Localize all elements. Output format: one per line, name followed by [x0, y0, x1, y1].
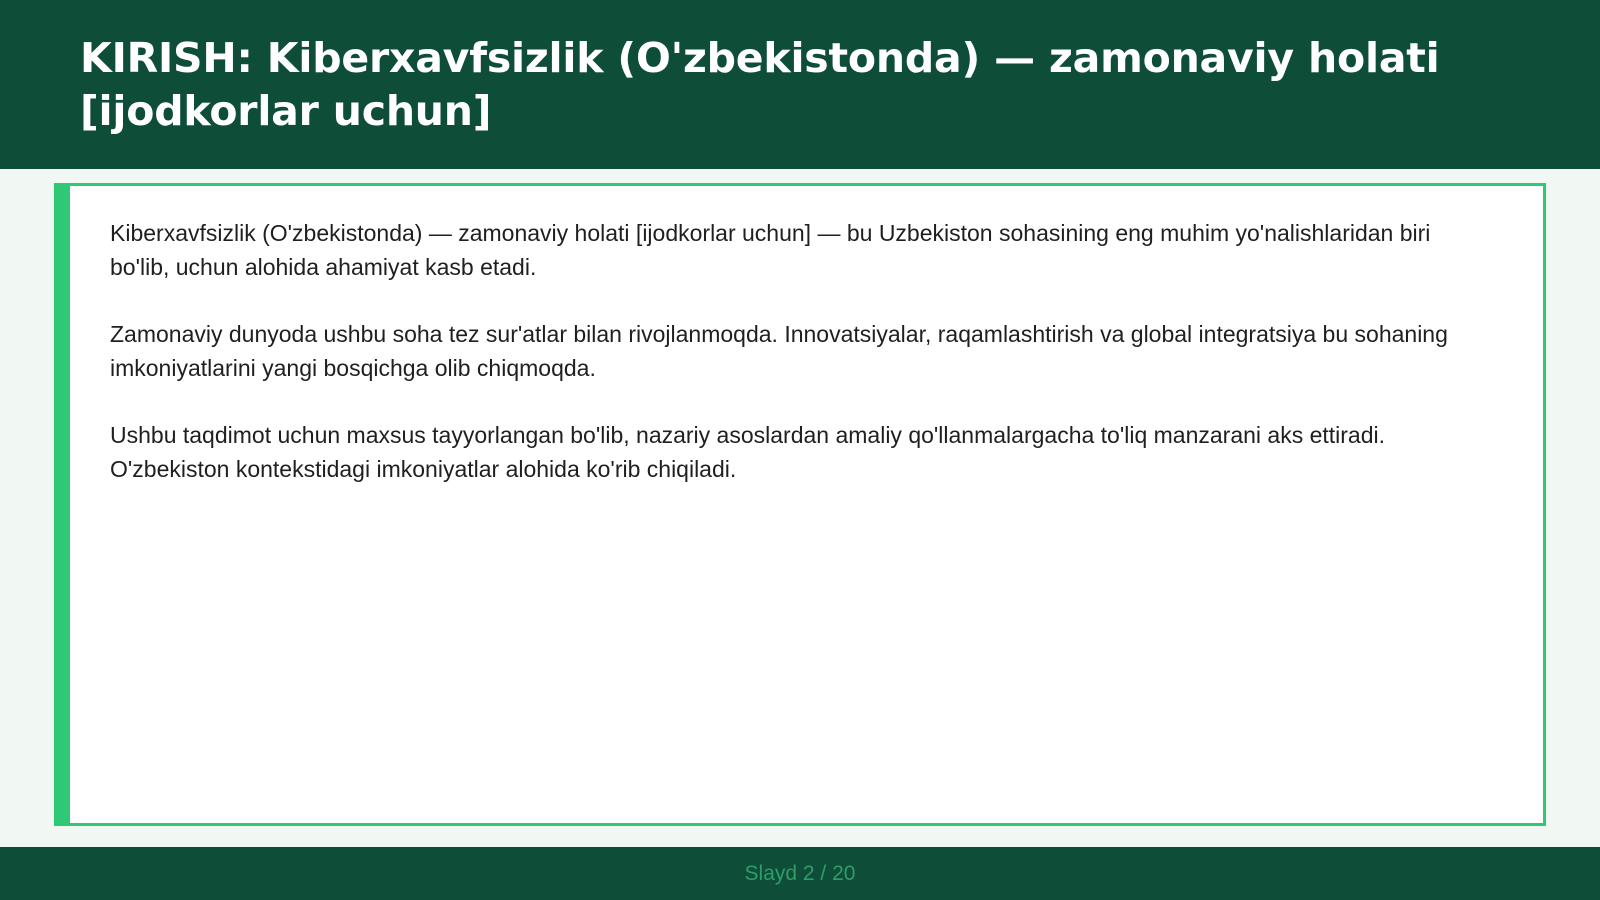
intro-paragraph: Kiberxavfsizlik (O'zbekistonda) — zamonaviy holati [ijodkorlar uchun] — bu Uzbekiston sohasining eng muhim yo'nalishlaridan biri bo'lib, uchun alohida ahamiyat kasb etadi.	[110, 220, 1431, 280]
slide-footer	[0, 847, 1600, 900]
slide-title: KIRISH: Kiberxavfsizlik (O'zbekistonda) — zamonaviy holati [ijodkorlar uchun]	[80, 34, 1440, 135]
development-paragraph: Zamonaviy dunyoda ushbu soha tez sur'atlar bilan rivojlanmoqda. Innovatsiyalar, raqamlashtirish va global integratsiya bu sohaning imkoniyatlarini yangi bosqichga olib chiqmoqda.	[110, 321, 1448, 381]
slide-counter: Slayd 2 / 20	[744, 861, 856, 885]
slide-header	[0, 0, 1600, 169]
presentation-scope-paragraph: Ushbu taqdimot uchun maxsus tayyorlangan bo'lib, nazariy asoslardan amaliy qo'llanmalargacha to'liq manzarani aks ettiradi. O'zbekiston kontekstidagi imkoniyatlar alohida ko'rib chiqiladi.	[110, 422, 1386, 482]
content-card	[54, 183, 1546, 826]
